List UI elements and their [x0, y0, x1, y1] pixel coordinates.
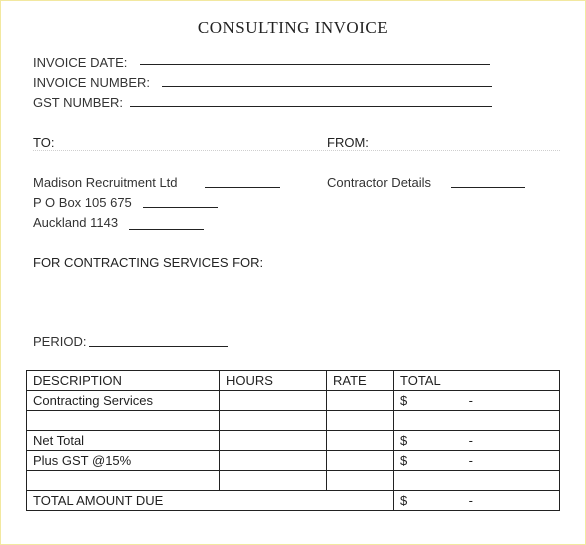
to-address-line-3: Auckland 1143 [33, 215, 119, 230]
row-rate[interactable] [327, 471, 394, 491]
table-row [27, 431, 560, 451]
column-header-rate: RATE [327, 371, 394, 391]
section-divider [33, 150, 560, 151]
table-header-row [27, 371, 560, 391]
currency-symbol: $ [400, 493, 408, 508]
column-header-hours: HOURS [220, 371, 327, 391]
row-hours[interactable] [220, 471, 327, 491]
gst-number-label: GST NUMBER: [33, 95, 124, 110]
column-header-description: DESCRIPTION [27, 371, 220, 391]
period-field[interactable] [89, 346, 228, 347]
total-amount[interactable] [394, 491, 560, 511]
to-address-field-2[interactable] [143, 207, 218, 208]
total-row [27, 491, 560, 511]
invoice-date-field[interactable] [140, 64, 490, 65]
row-total[interactable] [394, 431, 560, 451]
table-row [27, 451, 560, 471]
row-rate[interactable] [327, 451, 394, 471]
row-total[interactable] [394, 451, 560, 471]
table-row [27, 411, 560, 431]
to-address-field-1[interactable] [205, 187, 280, 188]
row-total[interactable] [394, 471, 560, 491]
row-total[interactable] [394, 391, 560, 411]
total-label: TOTAL AMOUNT DUE [27, 491, 394, 511]
row-total[interactable] [394, 411, 560, 431]
to-address-field-3[interactable] [129, 229, 204, 230]
invoice-number-label: INVOICE NUMBER: [33, 75, 151, 90]
document-title: CONSULTING INVOICE [197, 18, 389, 37]
table-row [27, 471, 560, 491]
row-rate[interactable] [327, 391, 394, 411]
row-rate[interactable] [327, 431, 394, 451]
invoice-number-field[interactable] [162, 86, 492, 87]
period-label: PERIOD: [33, 334, 87, 349]
to-address-line-1: Madison Recruitment Ltd [33, 175, 178, 190]
invoice-date-label: INVOICE DATE: [33, 55, 128, 70]
invoice-table [26, 370, 560, 511]
row-hours[interactable] [220, 411, 327, 431]
row-description[interactable]: Contracting Services [27, 391, 220, 411]
services-label: FOR CONTRACTING SERVICES FOR: [33, 255, 264, 270]
row-hours[interactable] [220, 451, 327, 471]
currency-symbol: $ [400, 433, 408, 448]
table-row [27, 391, 560, 411]
row-hours[interactable] [220, 391, 327, 411]
from-label: FROM: [327, 135, 369, 150]
gst-number-field[interactable] [130, 106, 492, 107]
row-description[interactable]: Plus GST @15% [27, 451, 220, 471]
to-label: TO: [33, 135, 55, 150]
amount-value: - [468, 393, 473, 408]
row-rate[interactable] [327, 411, 394, 431]
amount-value: - [468, 493, 473, 508]
to-address-line-2: P O Box 105 675 [33, 195, 132, 210]
currency-symbol: $ [400, 453, 408, 468]
amount-value: - [468, 453, 473, 468]
column-header-total: TOTAL [394, 371, 560, 391]
from-address-line-1: Contractor Details [327, 175, 432, 190]
currency-symbol: $ [400, 393, 408, 408]
from-address-field-1[interactable] [451, 187, 525, 188]
row-description[interactable]: Net Total [27, 431, 220, 451]
row-hours[interactable] [220, 431, 327, 451]
amount-value: - [468, 433, 473, 448]
row-description[interactable] [27, 471, 220, 491]
row-description[interactable] [27, 411, 220, 431]
